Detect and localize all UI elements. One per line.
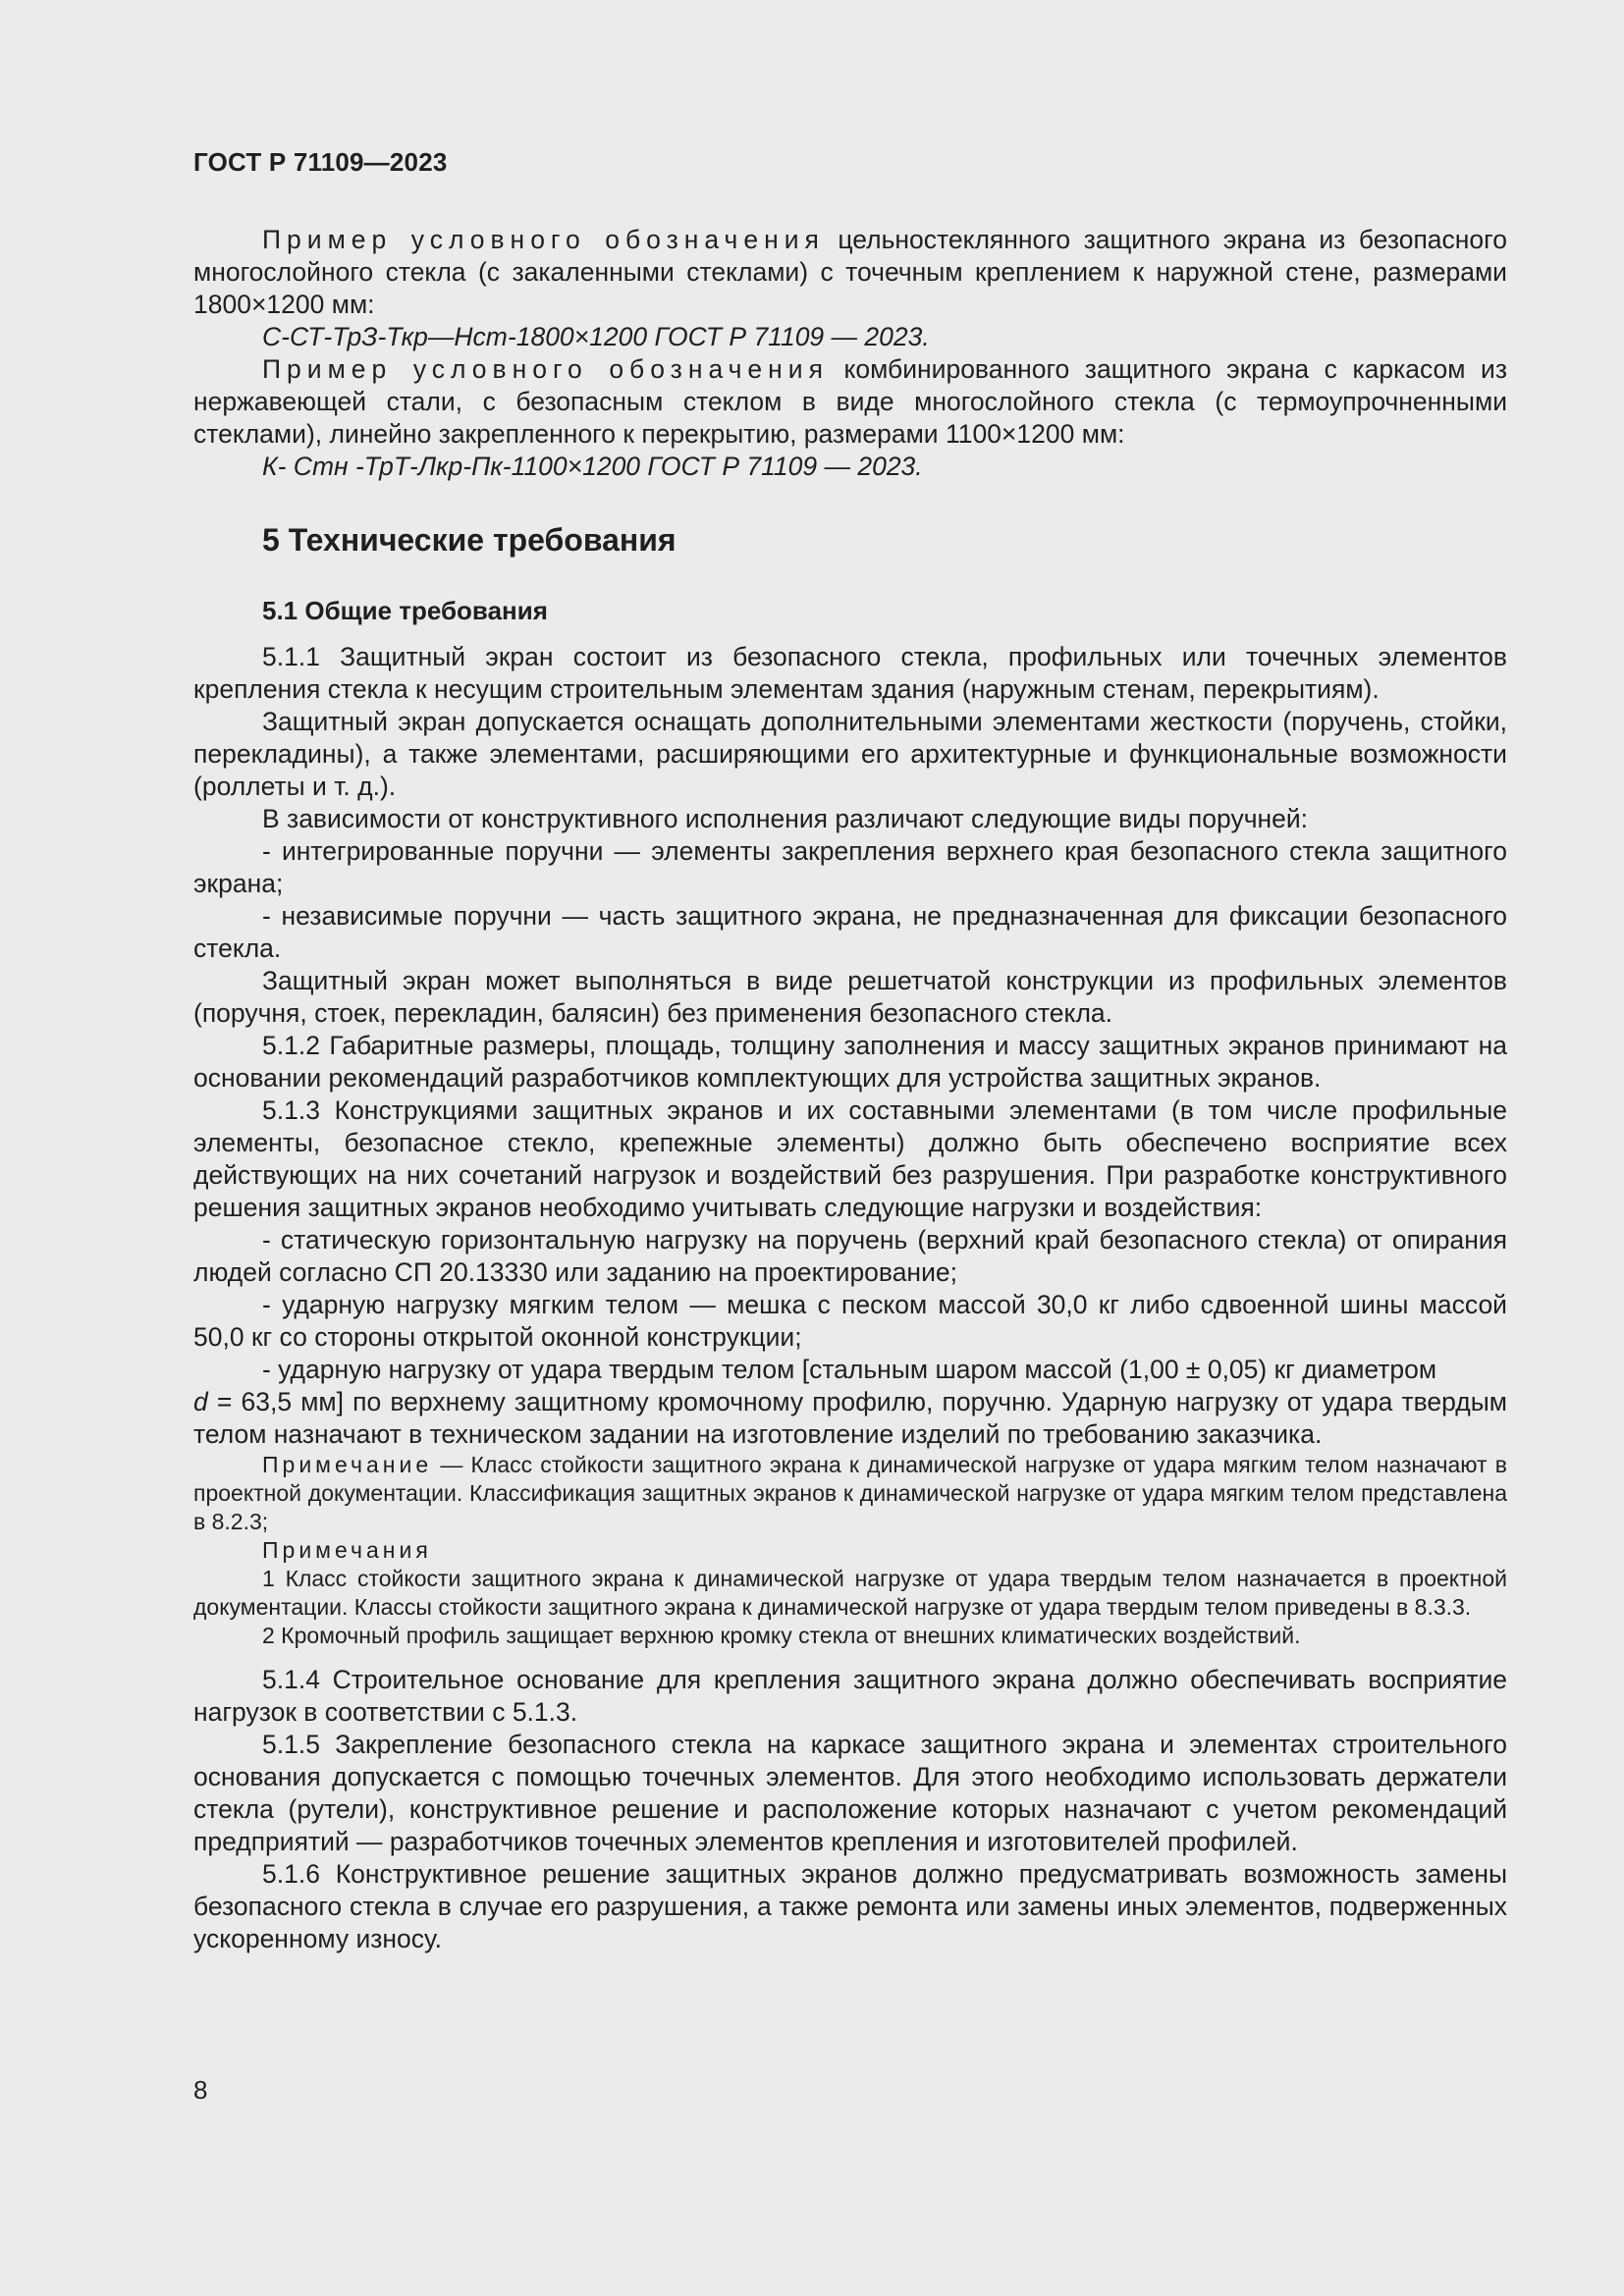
- paragraph: - независимые поручни — часть защитного экрана, не предназначенная для фиксации безопасного стекла.: [193, 901, 1507, 963]
- page-number: 8: [193, 2075, 208, 2105]
- paragraph: 5.1.4 Строительное основание для крепления защитного экрана должно обеспечивать восприятие нагрузок в соответствии с 5.1.3.: [193, 1665, 1507, 1727]
- example-1: [193, 224, 1507, 321]
- paragraph: - ударную нагрузку мягким телом — мешка с песком массой 30,0 кг либо сдвоенной шины массой 50,0 кг со стороны открытой оконной конструкции;: [193, 1290, 1507, 1352]
- example-2-label: Пример условного обозначения: [262, 354, 829, 384]
- example-2-formula: К- Стн -ТрТ-Лкр-Пк-1100×1200 ГОСТ Р 71109 — 2023.: [262, 452, 923, 481]
- paragraph: Защитный экран может выполняться в виде решетчатой конструкции из профильных элементов (поручня, стоек, перекладин, балясин) без применения безопасного стекла.: [193, 966, 1507, 1028]
- paragraph: Защитный экран допускается оснащать дополнительными элементами жесткости (поручень, стойки, перекладины), а также элементами, расширяющими его архитектурные и функциональные возможности (роллеты и т. д.).: [193, 707, 1507, 801]
- document-body: [193, 224, 1507, 1955]
- impact-paragraph: [193, 1354, 1507, 1451]
- example-2: [193, 353, 1507, 451]
- notes-label: Примечания: [262, 1537, 432, 1563]
- paragraph: 5.1.6 Конструктивное решение защитных экранов должно предусматривать возможность замены безопасного стекла в случае его разрушения, а также ремонта или замены иных элементов, подверженных ускоренному износу.: [193, 1859, 1507, 1953]
- impact-after: = 63,5 мм] по верхнему защитному кромочному профилю, поручню. Ударную нагрузку от удара твердым телом назначают в техническом задании на изготовление изделий по требованию заказчика.: [193, 1387, 1507, 1449]
- note: [193, 1451, 1507, 1536]
- impact-before: - ударную нагрузку от удара твердым телом [стальным шаром массой (1,00 ± 0,05) кг диаметром: [262, 1355, 1437, 1384]
- note-label: Примечание: [262, 1452, 433, 1477]
- example-2-text: комбинированного защитного экрана с каркасом из нержавеющей стали, с безопасным стеклом в виде многослойного стекла (с термоупрочненными стеклами), линейно закрепленного к перекрытию, размерами 1100×1200 мм:: [193, 354, 1508, 449]
- paragraph: 5.1.3 Конструкциями защитных экранов и их составными элементами (в том числе профильные элементы, безопасное стекло, крепежные элементы) должно быть обеспечено восприятие всех действующих на них сочетаний нагрузок и воздействий без разрушения. При разработке конструктивного решения защитных экранов необходимо учитывать следующие нагрузки и воздействия:: [193, 1095, 1507, 1222]
- example-1-label: Пример условного обозначения: [262, 225, 825, 254]
- notes-item: 2 Кромочный профиль защищает верхнюю кромку стекла от внешних климатических воздействий.: [262, 1623, 1301, 1648]
- paragraph: 5.1.2 Габаритные размеры, площадь, толщину заполнения и массу защитных экранов принимают на основании рекомендаций разработчиков комплектующих для устройства защитных экранов.: [193, 1031, 1507, 1093]
- subsection-title: 5.1 Общие требования: [262, 596, 548, 625]
- example-1-text: цельностеклянного защитного экрана из безопасного многослойного стекла (с закаленными стеклами) с точечным креплением к наружной стене, размерами 1800×1200 мм:: [193, 225, 1507, 319]
- paragraph: 5.1.5 Закрепление безопасного стекла на каркасе защитного экрана и элементах строительного основания допускается с помощью точечных элементов. Для этого необходимо использовать держатели стекла (рутели), конструктивное решение и расположение которых назначают с учетом рекомендаций предприятий — разработчиков точечных элементов крепления и изготовителей профилей.: [193, 1730, 1507, 1856]
- impact-symbol: d: [193, 1387, 208, 1416]
- section-title: 5 Технические требования: [262, 522, 677, 558]
- paragraph: 5.1.1 Защитный экран состоит из безопасного стекла, профильных или точечных элементов крепления стекла к несущим строительным элементам здания (наружным стенам, перекрытиям).: [193, 642, 1507, 704]
- document-header: ГОСТ Р 71109—2023: [193, 147, 448, 177]
- paragraph: - статическую горизонтальную нагрузку на поручень (верхний край безопасного стекла) от опирания людей согласно СП 20.13330 или заданию на проектирование;: [193, 1225, 1507, 1287]
- notes-item: 1 Класс стойкости защитного экрана к динамической нагрузке от удара твердым телом назначается в проектной документации. Классы стойкости защитного экрана к динамической нагрузке от удара твердым телом приведены в 8.3.3.: [193, 1566, 1507, 1620]
- paragraph: В зависимости от конструктивного исполнения различают следующие виды поручней:: [262, 804, 1309, 833]
- example-1-formula: С-СТ-ТрЗ-Ткр—Нст-1800×1200 ГОСТ Р 71109 — 2023.: [262, 322, 930, 351]
- note-text: — Класс стойкости защитного экрана к динамической нагрузке от удара мягким телом назначают в проектной документации. Классификация защитных экранов к динамической нагрузке от удара мягким телом представлена в 8.2.3;: [193, 1452, 1507, 1534]
- paragraph: - интегрированные поручни — элементы закрепления верхнего края безопасного стекла защитного экрана;: [193, 836, 1507, 898]
